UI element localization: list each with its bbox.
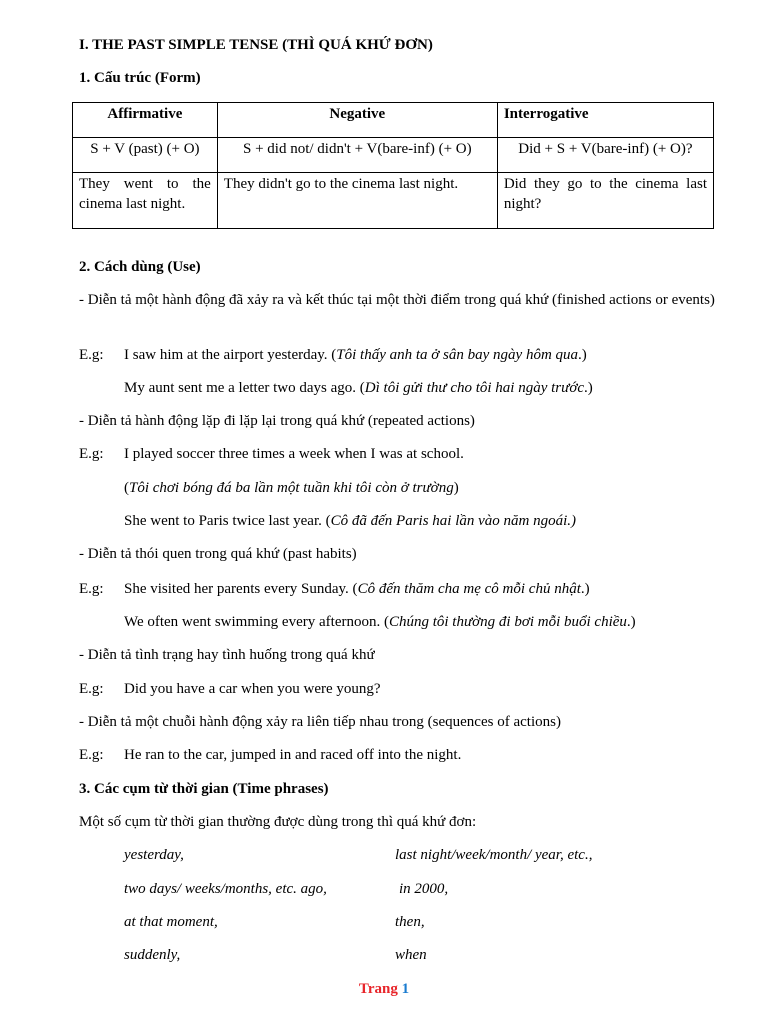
form-table — [72, 102, 714, 229]
example-close: .) — [578, 347, 587, 363]
example-line — [124, 513, 576, 530]
header-interrogative: Interrogative — [497, 103, 713, 138]
header-negative: Negative — [217, 103, 497, 138]
example-line: He ran to the car, jumped in and raced off into the night. — [124, 747, 462, 763]
example-translation: Cô đã đến Paris hai lần vào năm ngoái.) — [330, 513, 577, 529]
example-line — [124, 480, 459, 497]
example-negative: They didn't go to the cinema last night. — [217, 173, 497, 229]
section-use-title: 2. Cách dùng (Use) — [79, 259, 201, 275]
example-translation: Tôi thấy anh ta ở sân bay ngày hôm qua — [336, 347, 579, 363]
formula-negative: S + did not/ didn't + V(bare-inf) (+ O) — [217, 138, 497, 173]
example-open: ( — [124, 480, 129, 496]
time-phrase: when — [395, 947, 427, 963]
eg-label: E.g: — [79, 347, 104, 363]
header-affirmative: Affirmative — [73, 103, 218, 138]
example-line — [124, 347, 587, 364]
example-close: .) — [580, 581, 590, 597]
formula-affirmative: S + V (past) (+ O) — [73, 138, 218, 173]
example-translation: Cô đến thăm cha mẹ cô mỗi chủ nhật — [357, 581, 581, 597]
example-en: She went to Paris twice last year. ( — [124, 513, 331, 529]
eg-label: E.g: — [79, 747, 104, 763]
page-label: Trang — [358, 981, 398, 997]
example-close: .) — [626, 614, 636, 630]
section-form-title: 1. Cấu trúc (Form) — [79, 70, 201, 86]
time-phrase: last night/week/month/ year, etc., — [395, 847, 593, 863]
example-translation: Chúng tôi thường đi bơi mỗi buổi chiều — [388, 614, 627, 630]
example-en: I saw him at the airport yesterday. ( — [124, 347, 337, 363]
time-phrase: yesterday, — [124, 847, 184, 863]
use-sequences: - Diễn tả một chuỗi hành động xảy ra liên tiếp nhau trong (sequences of actions) — [79, 714, 561, 730]
page-footer — [0, 981, 768, 998]
page-heading: I. THE PAST SIMPLE TENSE (THÌ QUÁ KHỨ ĐƠN) — [79, 37, 433, 53]
use-past-states: - Diễn tả tình trạng hay tình huống trong quá khứ — [79, 647, 375, 663]
formula-interrogative: Did + S + V(bare-inf) (+ O)? — [497, 138, 713, 173]
example-close: ) — [453, 480, 459, 496]
time-phrases-intro: Một số cụm từ thời gian thường được dùng trong thì quá khứ đơn: — [79, 814, 477, 830]
example-translation: Tôi chơi bóng đá ba lần một tuần khi tôi còn ở trường — [129, 480, 454, 496]
example-interrogative: Did they go to the cinema last night? — [497, 173, 713, 229]
example-line — [124, 614, 636, 631]
use-repeated-actions: - Diễn tả hành động lặp đi lặp lại trong quá khứ (repeated actions) — [79, 413, 475, 429]
time-phrase: then, — [395, 914, 425, 930]
time-phrase: two days/ weeks/months, etc. ago, — [124, 881, 327, 897]
eg-label: E.g: — [79, 581, 104, 597]
example-line: I played soccer three times a week when I was at school. — [124, 446, 464, 462]
example-line — [124, 380, 593, 397]
use-past-habits: - Diễn tả thói quen trong quá khứ (past habits) — [79, 546, 357, 562]
time-phrase: suddenly, — [124, 947, 181, 963]
example-en: We often went swimming every afternoon. ( — [124, 614, 389, 630]
section-time-phrases-title: 3. Các cụm từ thời gian (Time phrases) — [79, 781, 329, 797]
eg-label: E.g: — [79, 446, 104, 462]
use-finished-actions: - Diễn tả một hành động đã xảy ra và kết thúc tại một thời điểm trong quá khứ (finished actions or events) — [79, 292, 715, 308]
time-phrase: in 2000, — [399, 881, 449, 897]
example-close: .) — [583, 380, 593, 396]
time-phrase: at that moment, — [124, 914, 218, 930]
example-line: Did you have a car when you were young? — [124, 681, 381, 697]
example-translation: Dì tôi gửi thư cho tôi hai ngày trước — [364, 380, 584, 396]
example-en: My aunt sent me a letter two days ago. ( — [124, 380, 365, 396]
example-line — [124, 581, 590, 598]
example-affirmative: They went to the cinema last night. — [73, 173, 218, 229]
eg-label: E.g: — [79, 681, 104, 697]
example-en: She visited her parents every Sunday. ( — [124, 581, 358, 597]
page-number: 1 — [401, 981, 410, 997]
